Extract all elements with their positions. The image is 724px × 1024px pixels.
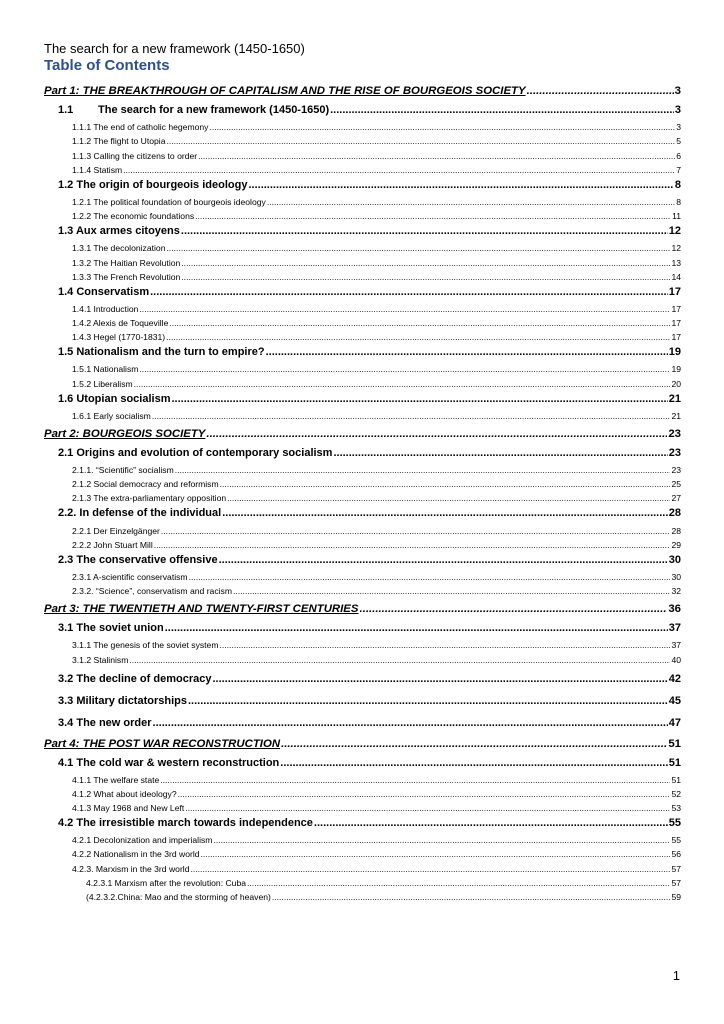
toc-entry-label: 1.2.1 The political foundation of bourgeois ideology [72, 196, 266, 207]
toc-entry-label: Part 4: THE POST WAR RECONSTRUCTION [44, 737, 281, 750]
dot-leader [169, 318, 670, 328]
toc-entry-label: 1.1.2 The flight to Utopia [72, 136, 166, 147]
dot-leader [527, 85, 674, 97]
toc-page-number: 51 [668, 756, 681, 769]
toc-page-number: 17 [671, 303, 681, 314]
toc-entry[interactable] [44, 536, 681, 550]
toc-entry-label: 1.2.2 The economic foundations [72, 211, 195, 222]
toc-page-number: 6 [676, 150, 681, 161]
toc-entry-label: 1.3.2 The Haitian Revolution [72, 257, 181, 268]
toc-entry-label: 4.1.2 What about ideology? [72, 788, 177, 799]
dot-leader [152, 411, 671, 421]
toc-page-number: 36 [668, 603, 681, 616]
toc-entry-label: 4.1.1 The welfare state [72, 774, 160, 785]
dot-leader [212, 673, 667, 685]
dot-leader [206, 428, 667, 440]
dot-leader [153, 717, 668, 729]
toc-entry[interactable] [44, 328, 681, 342]
dot-leader [222, 507, 668, 519]
dot-leader [209, 122, 675, 132]
toc-page-number: 8 [674, 178, 681, 191]
toc-entry-label: 4.2.2 Nationalism in the 3rd world [72, 849, 200, 860]
toc-entry-label: 1.5 Nationalism and the turn to empire? [58, 346, 265, 359]
toc-page-number: 12 [671, 243, 681, 254]
toc-entry-label: 4.1 The cold war & western reconstruction [58, 756, 280, 769]
toc-page-number: 23 [668, 427, 681, 440]
toc-entry[interactable] [44, 342, 681, 360]
toc-entry[interactable] [44, 475, 681, 489]
dot-leader [139, 304, 670, 314]
toc-page-number: 37 [668, 622, 681, 635]
toc-page-number: 21 [671, 410, 681, 421]
toc-page-number: 3 [674, 104, 681, 116]
toc-entry[interactable] [44, 521, 681, 535]
toc-page-number: 3 [676, 122, 681, 133]
dot-leader [227, 493, 670, 503]
toc-page-number: 52 [671, 788, 681, 799]
toc-entry-label: 1.6.1 Early socialism [72, 410, 151, 421]
toc-entry[interactable] [44, 443, 681, 461]
toc-entry[interactable] [44, 461, 681, 475]
toc-entry[interactable] [44, 650, 681, 664]
toc-page-number: 51 [668, 737, 681, 750]
toc-page-number: 32 [671, 586, 681, 597]
toc-entry-label: 1.3.1 The decolonization [72, 243, 166, 254]
toc-entry[interactable] [44, 314, 681, 328]
toc-page-number: 19 [668, 346, 681, 359]
toc-entry[interactable] [44, 709, 681, 731]
toc-part-entry[interactable] [44, 421, 681, 443]
toc-entry[interactable] [44, 489, 681, 503]
toc-page-number: 3 [674, 85, 681, 97]
dot-leader [201, 849, 671, 859]
toc-entry[interactable] [44, 389, 681, 407]
toc-entry[interactable] [44, 687, 681, 709]
toc-page-number: 29 [671, 539, 681, 550]
dot-leader [198, 151, 675, 161]
dot-leader [266, 346, 668, 358]
toc-page-number: 53 [671, 803, 681, 814]
dot-leader [267, 197, 675, 207]
toc-entry-label: 1.4 Conservatism [58, 285, 150, 298]
toc-entry[interactable] [44, 888, 681, 902]
toc-entry-label: 1.4.1 Introduction [72, 303, 139, 314]
toc-entry-label: 2.2.1 Der Einzelgänger [72, 525, 160, 536]
toc-page-number: 55 [668, 817, 681, 830]
toc-page-number: 28 [671, 525, 681, 536]
dot-leader [189, 572, 671, 582]
toc-page-number: 51 [671, 774, 681, 785]
toc-entry-label: 4.1.3 May 1968 and New Left [72, 803, 185, 814]
toc-page-number: 47 [668, 716, 681, 729]
dot-leader [195, 211, 671, 221]
toc-entry[interactable] [44, 407, 681, 421]
dot-leader [280, 757, 667, 769]
toc-entry[interactable] [44, 813, 681, 831]
toc-entry[interactable] [44, 785, 681, 799]
dot-leader [167, 243, 671, 253]
toc-page-number: 5 [676, 136, 681, 147]
toc-entry-label: 4.2.1 Decolonization and imperialism [72, 835, 213, 846]
toc-entry-label: 2.1.2 Social democracy and reformism [72, 479, 219, 490]
toc-entry[interactable] [44, 100, 681, 118]
toc-page-number: 11 [672, 211, 681, 222]
toc-entry[interactable] [44, 568, 681, 582]
toc-entry-label: 3.1 The soviet union [58, 622, 164, 635]
dot-leader [314, 817, 668, 829]
toc-page-number: 30 [668, 553, 681, 566]
toc-entry-label: 3.2 The decline of democracy [58, 672, 212, 685]
toc-page-number: 21 [668, 392, 681, 405]
toc-page-number: 25 [671, 479, 681, 490]
dot-leader [330, 104, 674, 116]
dot-leader [129, 655, 670, 665]
toc-entry-label: Part 3: THE TWENTIETH AND TWENTY-FIRST CENTURIES [44, 603, 359, 616]
dot-leader [188, 695, 668, 707]
toc-page-number: 45 [668, 694, 681, 707]
dot-leader [220, 640, 671, 650]
toc-entry[interactable] [44, 550, 681, 568]
page-number: 1 [672, 968, 680, 983]
dot-leader [154, 540, 671, 550]
toc-entry-label: 4.2.3. Marxism in the 3rd world [72, 863, 190, 874]
dot-leader [166, 136, 675, 146]
toc-entry[interactable] [44, 175, 681, 193]
toc-entry[interactable] [44, 146, 681, 160]
toc-entry-label: 2.1.1. “Scientific” socialism [72, 465, 174, 475]
toc-entry-label: 1.5.1 Nationalism [72, 364, 139, 375]
toc-entry[interactable] [44, 268, 681, 282]
dot-leader [165, 622, 668, 634]
toc-entry-label: 2.2. In defense of the individual [58, 507, 222, 520]
toc-entry-label: 2.3.2. “Science”, conservatism and racism [72, 586, 232, 597]
toc-entry-label: 1.1.3 Calling the citizens to order [72, 150, 198, 161]
toc-entry-label: 2.3 The conservative offensive [58, 553, 218, 566]
toc-page-number: 20 [671, 378, 681, 389]
toc-entry-label [58, 104, 329, 116]
toc-entry[interactable] [44, 582, 681, 596]
toc-page-number: 13 [671, 257, 681, 268]
toc-entry-label: 1.3 Aux armes citoyens [58, 225, 180, 238]
toc-entry[interactable] [44, 221, 681, 239]
toc-entry-label: 2.1 Origins and evolution of contemporary socialism [58, 446, 333, 459]
dot-leader [171, 393, 667, 405]
toc-entry[interactable] [44, 132, 681, 146]
toc-page-number: 28 [668, 507, 681, 520]
toc-entry[interactable] [44, 207, 681, 221]
toc-entry[interactable] [44, 636, 681, 650]
toc-entry-label: Part 1: THE BREAKTHROUGH OF CAPITALISM AND THE RISE OF BOURGEOIS SOCIETY [44, 85, 526, 97]
toc-page-number: 42 [668, 672, 681, 685]
dot-leader [213, 835, 670, 845]
toc-entry-label: 1.4.2 Alexis de Toqueville [72, 318, 169, 329]
toc-entry-label: (4.2.3.2.China: Mao and the storming of heaven) [86, 892, 271, 902]
toc-page-number: 40 [671, 654, 681, 665]
toc-page-number: 27 [671, 493, 681, 504]
toc-entry[interactable] [44, 300, 681, 314]
toc-page-number: 23 [671, 465, 681, 475]
toc-page-number: 23 [668, 446, 681, 459]
dot-leader [247, 878, 670, 888]
toc-entry[interactable] [44, 845, 681, 859]
dot-leader [248, 179, 673, 191]
toc-page-number: 37 [671, 640, 681, 651]
toc-entry-label: 4.2 The irresistible march towards independence [58, 817, 313, 830]
dot-leader [333, 447, 667, 459]
toc-page-number: 59 [671, 892, 681, 902]
toc-page-number: 30 [671, 571, 681, 582]
toc-entry-label: 2.2.2 John Stuart Mill [72, 539, 153, 550]
toc-entry-label: 2.3.1 A-scientific conservatism [72, 571, 188, 582]
toc-page-number: 57 [671, 863, 681, 874]
dot-leader [181, 258, 670, 268]
toc-page-number: 19 [671, 364, 681, 375]
toc-entry-label: 2.1.3 The extra-parliamentary opposition [72, 493, 227, 504]
toc-entry[interactable] [44, 665, 681, 687]
toc-entry[interactable] [44, 193, 681, 207]
toc-entry[interactable] [44, 118, 681, 132]
toc-entry[interactable] [44, 360, 681, 374]
toc-entry-label: 1.2 The origin of bourgeois ideology [58, 178, 248, 191]
toc-page-number: 8 [676, 196, 681, 207]
dot-leader [160, 775, 670, 785]
toc-part-entry[interactable] [44, 596, 681, 618]
dot-leader [175, 465, 671, 475]
toc-entry[interactable] [44, 618, 681, 636]
toc-entry[interactable] [44, 874, 681, 888]
dot-leader [220, 479, 671, 489]
toc-entry-label: 3.3 Military dictatorships [58, 694, 187, 707]
toc-entry-label: 3.4 The new order [58, 716, 152, 729]
toc-entry[interactable] [44, 282, 681, 300]
toc-page-number: 17 [668, 285, 681, 298]
document-title: The search for a new framework (1450-1650) [44, 41, 305, 56]
toc-entry[interactable] [44, 374, 681, 388]
toc-entry[interactable] [44, 859, 681, 873]
toc-entry-label: 1.4.3 Hegel (1770-1831) [72, 332, 166, 343]
toc-entry-label: 1.1.1 The end of catholic hegemony [72, 122, 209, 133]
dot-leader [185, 803, 670, 813]
document-page [44, 40, 681, 902]
toc-entry-label: 1.3.3 The French Revolution [72, 271, 181, 282]
dot-leader [139, 364, 670, 374]
toc-entry[interactable] [44, 253, 681, 267]
dot-leader [134, 379, 671, 389]
toc-page-number: 12 [668, 225, 681, 238]
toc-entry-label: Part 2: BOURGEOIS SOCIETY [44, 427, 206, 440]
dot-leader [161, 526, 671, 536]
dot-leader [219, 554, 668, 566]
toc-entry-number: 1.1 [58, 104, 74, 116]
dot-leader [191, 864, 671, 874]
toc-entry[interactable] [44, 161, 681, 175]
toc-entry-text: The search for a new framework (1450-1650) [98, 104, 330, 116]
dot-leader [123, 165, 675, 175]
dot-leader [150, 286, 668, 298]
toc-page-number: 56 [671, 849, 681, 860]
toc-entry[interactable] [44, 503, 681, 521]
toc-entry[interactable] [44, 831, 681, 845]
toc-heading: Table of Contents [44, 57, 170, 74]
toc-entry-label: 1.6 Utopian socialism [58, 392, 171, 405]
dot-leader [166, 332, 670, 342]
toc-entry[interactable] [44, 753, 681, 771]
toc-entry[interactable] [44, 799, 681, 813]
dot-leader [233, 586, 670, 596]
toc-page-number: 55 [671, 835, 681, 846]
toc-entry-label: 1.1.4 Statism [72, 164, 123, 175]
toc-entry[interactable] [44, 771, 681, 785]
dot-leader [272, 892, 671, 902]
toc-entry-label: 3.1.1 The genesis of the soviet system [72, 640, 219, 651]
toc-page-number: 17 [671, 318, 681, 329]
toc-entry[interactable] [44, 239, 681, 253]
dot-leader [181, 272, 670, 282]
dot-leader [181, 225, 668, 237]
table-of-contents [44, 78, 681, 902]
toc-part-entry[interactable] [44, 78, 681, 100]
toc-entry-label: 1.5.2 Liberalism [72, 378, 133, 389]
toc-page-number: 14 [671, 271, 681, 282]
toc-part-entry[interactable] [44, 731, 681, 753]
dot-leader [360, 603, 668, 615]
toc-entry-label: 3.1.2 Stalinism [72, 654, 129, 665]
toc-page-number: 57 [671, 877, 681, 888]
toc-page-number: 7 [676, 164, 681, 175]
toc-page-number: 17 [671, 332, 681, 343]
dot-leader [281, 738, 667, 750]
toc-entry-label: 4.2.3.1 Marxism after the revolution: Cuba [86, 877, 247, 888]
dot-leader [178, 789, 671, 799]
